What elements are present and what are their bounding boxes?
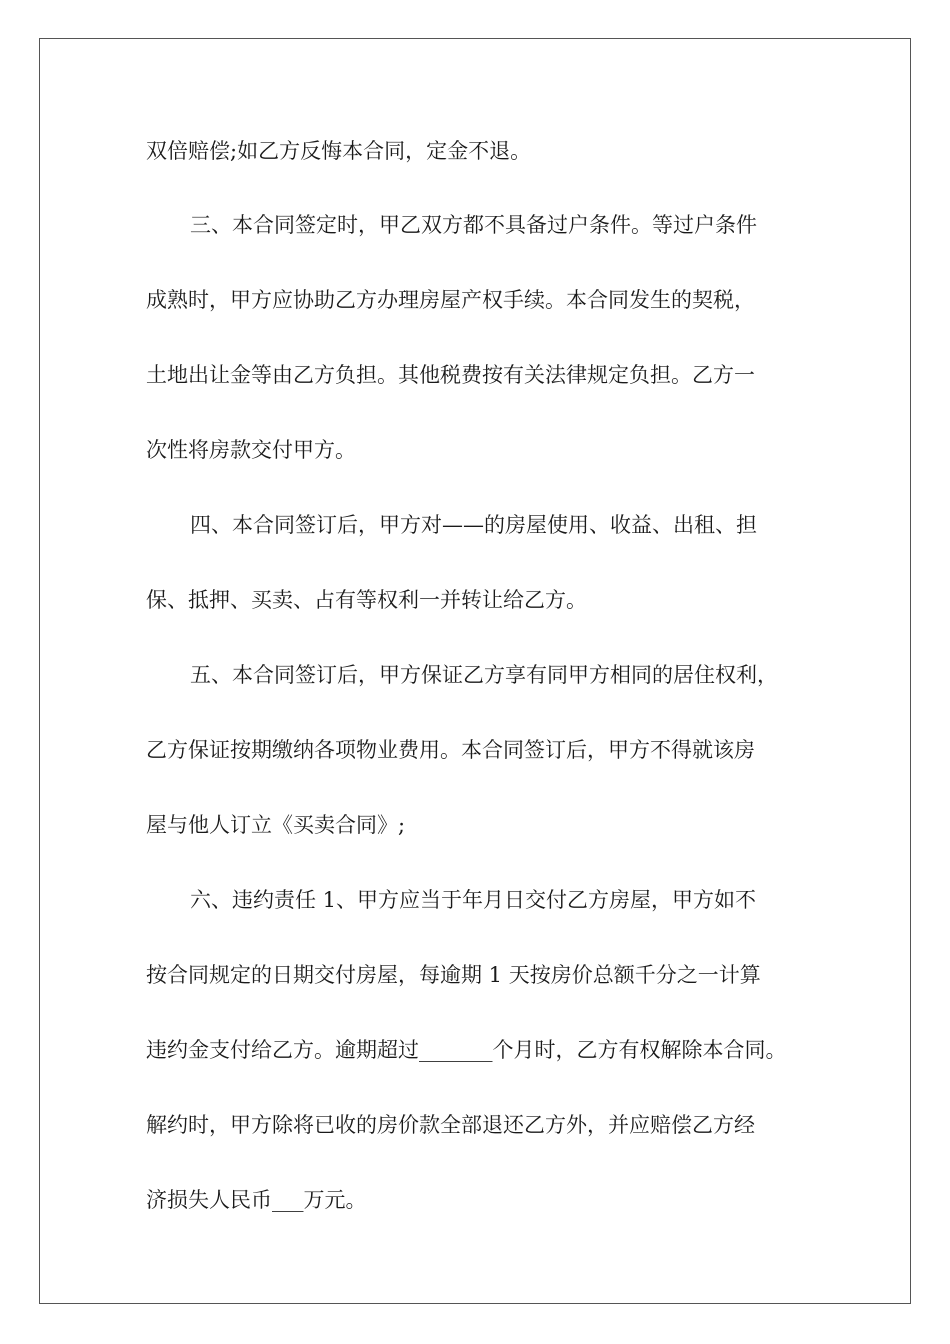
text-line: 双倍赔偿;如乙方反悔本合同，定金不退。: [146, 139, 532, 163]
text-line: 违约金支付给乙方。逾期超过_______个月时，乙方有权解除本合同。: [146, 1038, 787, 1062]
text-line: 保、抵押、买卖、占有等权利一并转让给乙方。: [146, 588, 587, 612]
text-line: 土地出让金等由乙方负担。其他税费按有关法律规定负担。乙方一: [146, 363, 755, 387]
paragraph-6-start: 六、违约责任 1、甲方应当于年月日交付乙方房屋，甲方如不: [190, 888, 757, 912]
text-line: 按合同规定的日期交付房屋，每逾期 1 天按房价总额千分之一计算: [146, 963, 761, 987]
text-line: 屋与他人订立《买卖合同》;: [146, 813, 406, 837]
text-line: 解约时，甲方除将已收的房价款全部退还乙方外，并应赔偿乙方经: [146, 1113, 755, 1137]
paragraph-5-start: 五、本合同签订后，甲方保证乙方享有同甲方相同的居住权利，: [190, 663, 778, 687]
text-line: 成熟时，甲方应协助乙方办理房屋产权手续。本合同发生的契税，: [146, 288, 755, 312]
paragraph-4-start: 四、本合同签订后，甲方对——的房屋使用、收益、出租、担: [190, 513, 757, 537]
text-line: 乙方保证按期缴纳各项物业费用。本合同签订后，甲方不得就该房: [146, 738, 755, 762]
paragraph-3-start: 三、本合同签定时，甲乙双方都不具备过户条件。等过户条件: [190, 213, 757, 237]
text-line: 次性将房款交付甲方。: [146, 438, 356, 462]
text-line: 济损失人民币___万元。: [146, 1188, 367, 1212]
